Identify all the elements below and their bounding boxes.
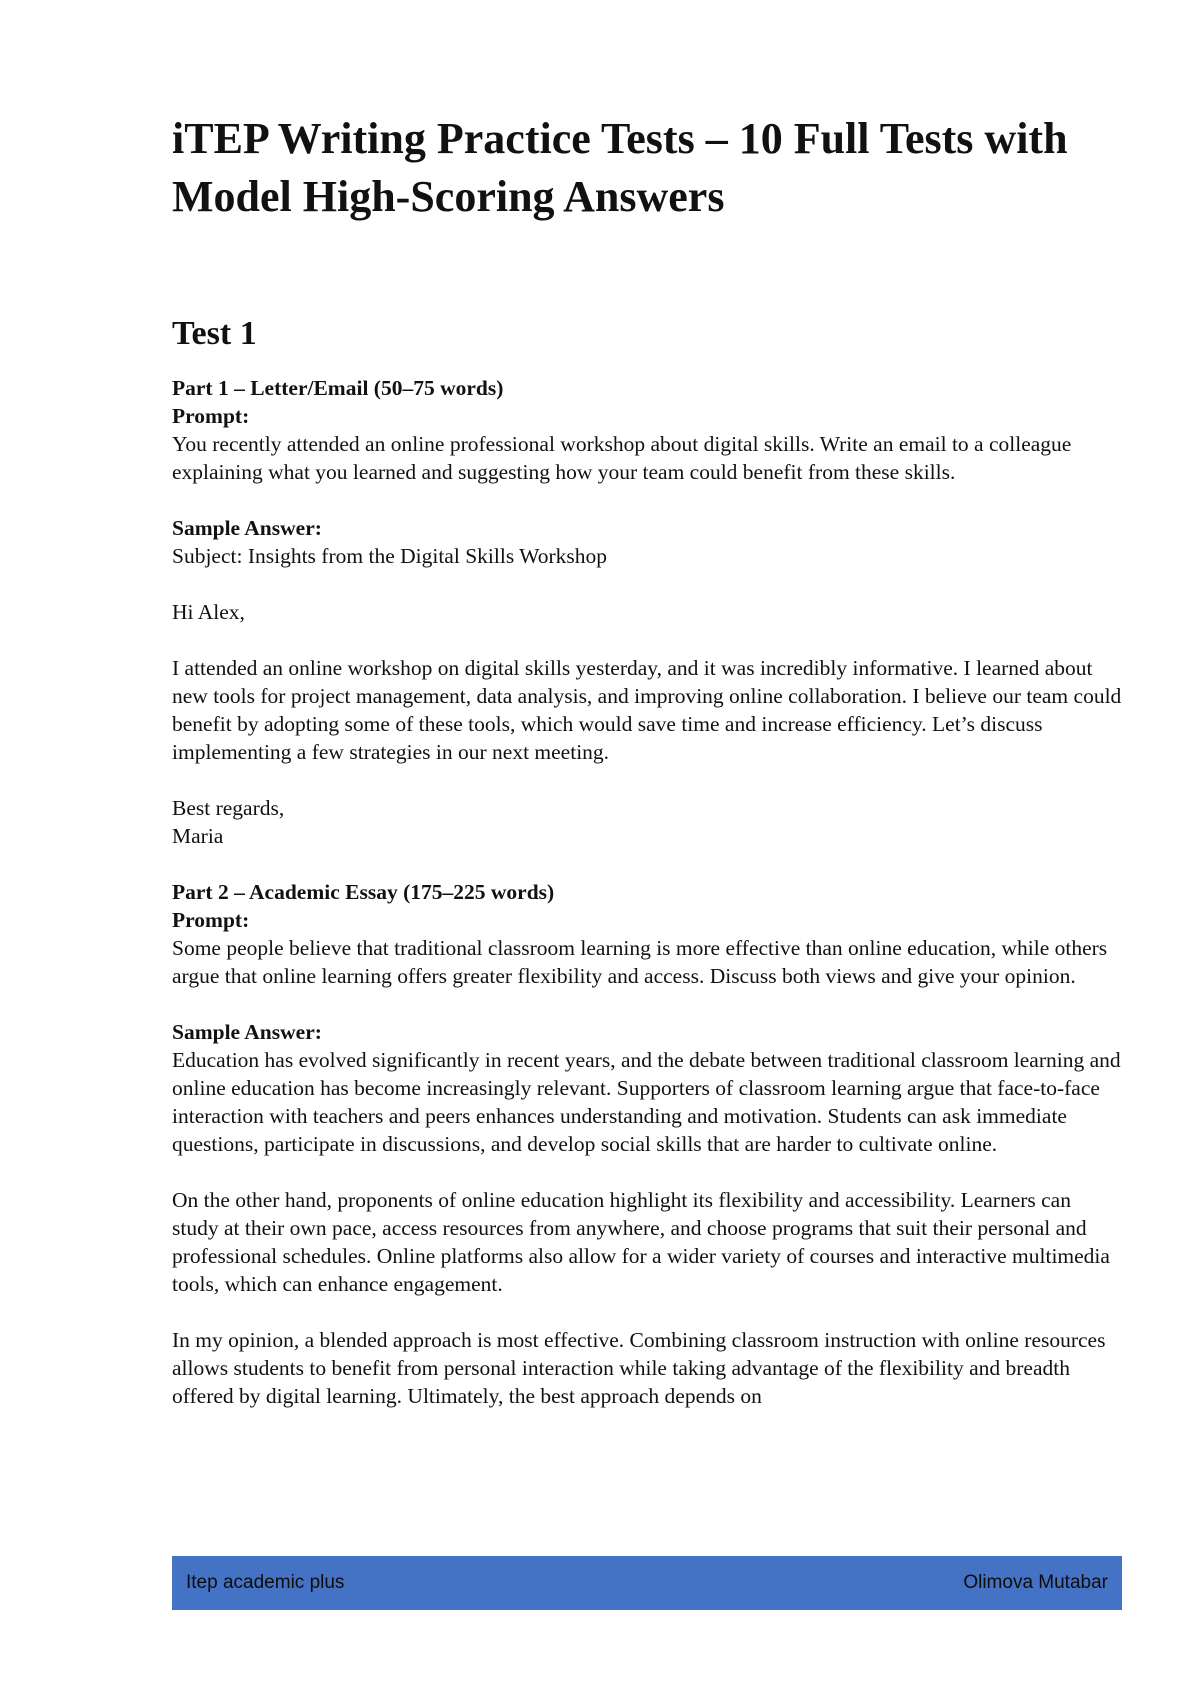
footer-left-text: Itep academic plus	[186, 1572, 345, 1593]
essay-paragraph: In my opinion, a blended approach is most effective. Combining classroom instruction with online resources allows students to benefit from personal interaction while taking advantage of the flexibility and breadth offered by digital learning. Ultimately, the best approach depends on	[172, 1328, 1106, 1408]
email-closing: Best regards,	[172, 796, 285, 820]
email-signature: Maria	[172, 824, 224, 848]
email-body: I attended an online workshop on digital skills yesterday, and it was incredibly informative. I learned about new tools for project management, data analysis, and improving online collaboration. I believe our team could benefit by adopting some of these tools, which would save time and increase efficiency. Let’s discuss implementing a few strategies in our next meeting.	[172, 656, 1122, 764]
part2-prompt-label: Prompt:	[172, 908, 250, 932]
page-footer	[172, 1556, 1122, 1610]
footer-right-text: Olimova Mutabar	[963, 1572, 1108, 1593]
essay-paragraph: Education has evolved significantly in recent years, and the debate between traditional classroom learning and online education has become increasingly relevant. Supporters of classroom learning argue that face-to-face interaction with teachers and peers enhances understanding and motivation. Students can ask immediate questions, participate in discussions, and develop social skills that are harder to cultivate online.	[172, 1048, 1121, 1156]
part1-section	[172, 374, 1122, 878]
part2-prompt-text: Some people believe that traditional classroom learning is more effective than online education, while others argue that online learning offers greater flexibility and access. Discuss both views and give your opinion.	[172, 936, 1108, 988]
part1-sample-label: Sample Answer:	[172, 516, 322, 540]
part1-prompt-text: You recently attended an online professional workshop about digital skills. Write an email to a colleague explaining what you learned and suggesting how your team could benefit from these skills.	[172, 432, 1072, 484]
part2-sample-label: Sample Answer:	[172, 1020, 322, 1044]
document-page	[172, 110, 1122, 1410]
test-heading: Test 1	[172, 315, 257, 352]
part2-heading: Part 2 – Academic Essay (175–225 words)	[172, 880, 555, 904]
part2-section	[172, 878, 1122, 1410]
email-greeting: Hi Alex,	[172, 600, 245, 624]
document-title: iTEP Writing Practice Tests – 10 Full Tests with Model High-Scoring Answers	[172, 114, 1068, 221]
email-subject: Subject: Insights from the Digital Skills Workshop	[172, 544, 608, 568]
part1-prompt-label: Prompt:	[172, 404, 250, 428]
essay-paragraph: On the other hand, proponents of online education highlight its flexibility and accessibility. Learners can study at their own pace, access resources from anywhere, and choose programs that suit their personal and professional schedules. Online platforms also allow for a wider variety of courses and interactive multimedia tools, which can enhance engagement.	[172, 1188, 1110, 1296]
part1-heading: Part 1 – Letter/Email (50–75 words)	[172, 376, 504, 400]
